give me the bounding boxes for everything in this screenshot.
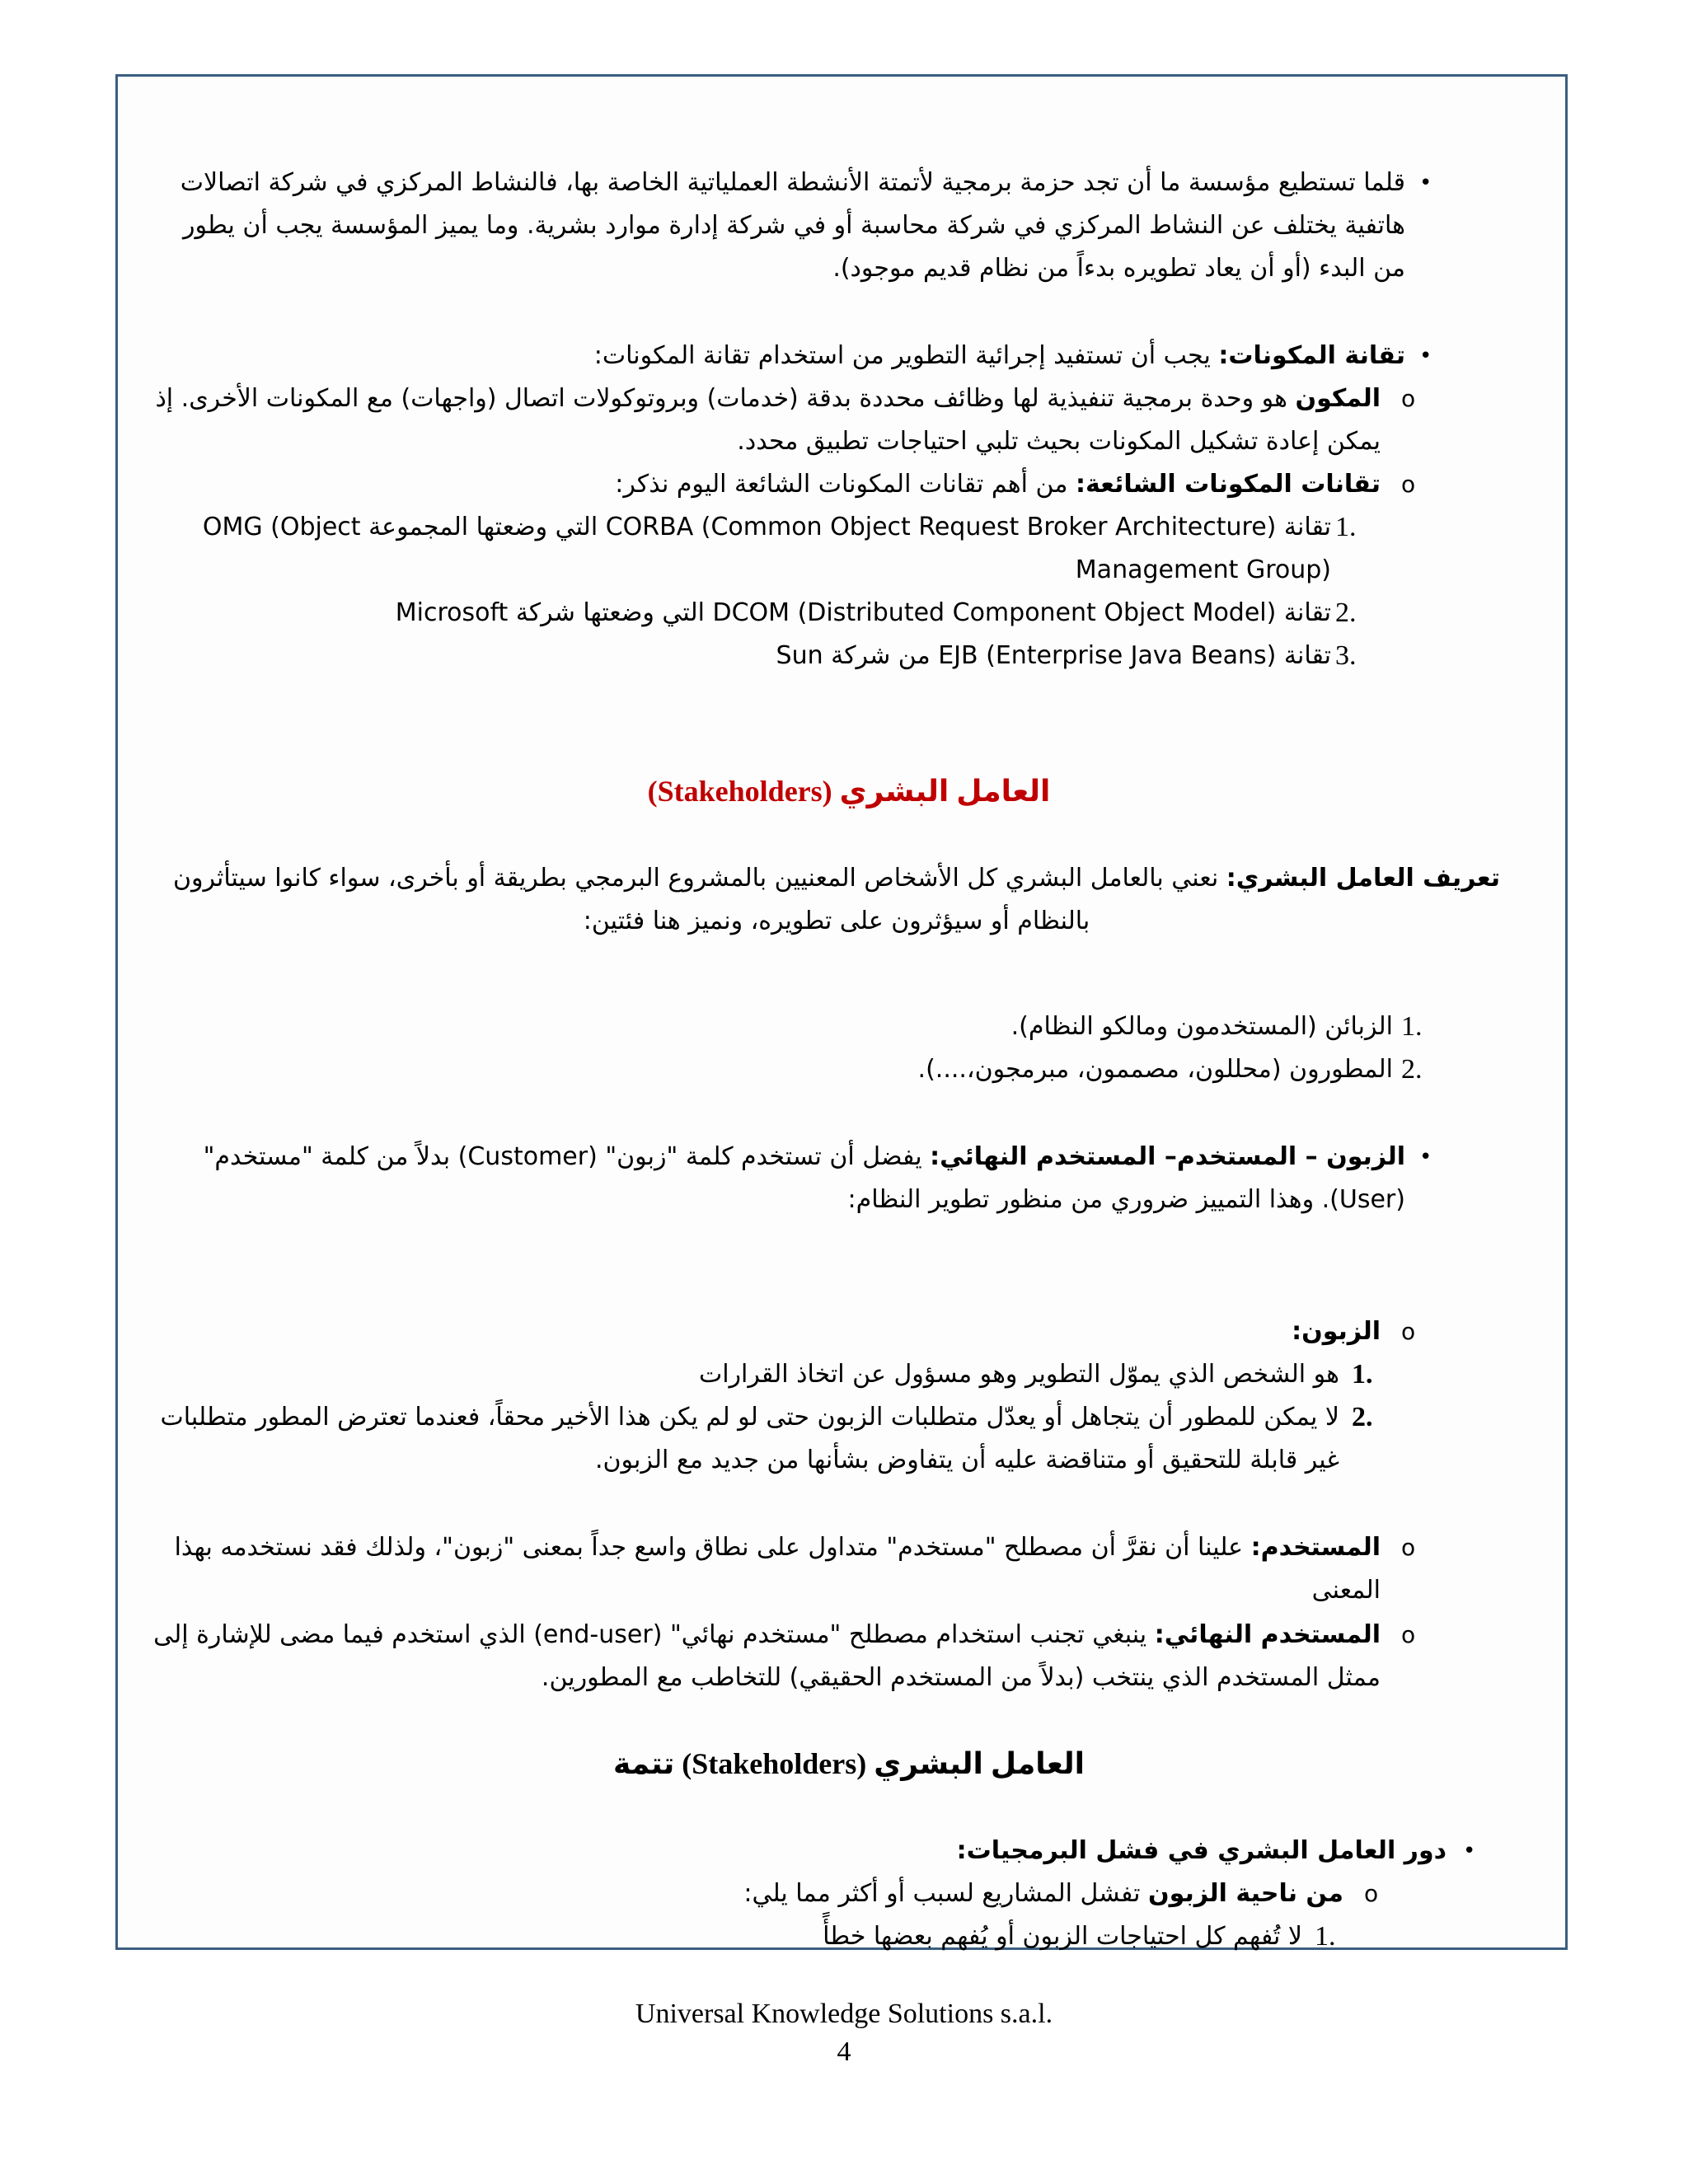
section-title-stakeholders-continued: العامل البشري (Stakeholders) تتمة [613, 1747, 1085, 1780]
intro-paragraph: قلما تستطيع مؤسسة ما أن تجد حزمة برمجية لأتمتة الأنشطة العملياتية الخاصة بها، فالنشاط المركزي في شركة اتصالات هاتفية يختلف عن النشاط المركزي في شركة محاسبة أو في شركة إدارة موارد بشرية. وما يميز المؤسسة يجب أن يطور من البدء (أو أن يعاد تطويره بدءاً من نظام قديم موجود). [180, 168, 1405, 283]
bullet-marker: • [1419, 171, 1432, 195]
failure-role-heading: دور العامل البشري في فشل البرمجيات: [956, 1836, 1447, 1865]
section-title-stakeholders: العامل البشري (Stakeholders) [647, 775, 1051, 808]
bullet-marker: • [1419, 1145, 1432, 1169]
component-label: المكون [1295, 384, 1381, 413]
circle-marker: o [1401, 1621, 1416, 1648]
customer-point-2: لا يمكن للمطور أن يتجاهل أو يعدّل متطلبات الزبون حتى لو لم يكن هذا الأخير محقاً، فعندما تعترض المطور متطلبات غير قابلة للتحقيق أو متناقضة عليه أن يتفاوض بشأنها من جديد مع الزبون. [160, 1403, 1339, 1474]
circle-marker: o [1401, 1318, 1416, 1345]
tech-item-corba: تقانة CORBA (Common Object Request Broker Architecture) التي وضعتها المجموعة OMG (Object Management Group) [202, 513, 1331, 584]
stakeholder-definition [152, 857, 1521, 943]
footer-company: Universal Knowledge Solutions s.a.l. [635, 1999, 1053, 2029]
definition-text: نعني بالعامل البشري كل الأشخاص المعنيين بالمشروع البرمجي بطريقة أو بأخرى، سواء كانوا سيتأثرون بالنظام أو سيؤثرون على تطويره، ونميز هنا فئتين: [172, 864, 1226, 935]
components-label: تقانة المكونات: [1218, 341, 1405, 370]
components-paragraph [152, 335, 1405, 377]
customer-user-paragraph [152, 1136, 1405, 1221]
component-definition [152, 377, 1381, 463]
definition-label: تعريف العامل البشري: [1226, 864, 1501, 893]
customer-side-label: من ناحية الزبون [1148, 1879, 1343, 1908]
circle-marker: o [1364, 1880, 1379, 1907]
list-number: 2. [1401, 1054, 1423, 1085]
page-number: 4 [837, 2036, 851, 2067]
list-number: 1. [1315, 1921, 1336, 1952]
user-paragraph [152, 1526, 1381, 1612]
user-label: المستخدم: [1250, 1533, 1381, 1562]
tech-item-dcom: تقانة DCOM (Distributed Component Object Model) التي وضعتها شركة Microsoft [395, 598, 1331, 627]
circle-marker: o [1401, 385, 1416, 412]
end-user-text: ينبغي تجنب استخدام مصطلح "مستخدم نهائي" (end-user) الذي استخدم فيما مضى للإشارة إلى ممثل المستخدم الذي ينتخب (بدلاً من المستخدم الحقيقي) للتخاطب مع المطورين. [153, 1620, 1381, 1692]
list-number: 2. [1352, 1402, 1373, 1432]
failure-reason-1: لا تُفهم كل احتياجات الزبون أو يُفهم بعضها خطأً [823, 1922, 1302, 1951]
category-developers: المطورون (محللون، مصممون، مبرمجون،....). [917, 1055, 1393, 1084]
customer-point-1: هو الشخص الذي يموّل التطوير وهو مسؤول عن اتخاذ القرارات [698, 1360, 1339, 1389]
list-number: 1. [1335, 512, 1357, 542]
user-text: علينا أن نقرَّ أن مصطلح "مستخدم" متداول على نطاق واسع جداً بمعنى "زبون"، ولذلك فقد نستخدمه بهذا المعنى [174, 1533, 1381, 1605]
customer-side-text: تفشل المشاريع لسبب أو أكثر مما يلي: [743, 1879, 1149, 1908]
circle-marker: o [1401, 471, 1416, 498]
bullet-marker: • [1419, 344, 1432, 368]
components-text: يجب أن تستفيد إجرائية التطوير من استخدام تقانة المكونات: [593, 341, 1219, 370]
component-text: هو وحدة برمجية تنفيذية لها وظائف محددة بدقة (خدمات) وبروتوكولات اتصال (واجهات) مع المكونات الأخرى. إذ يمكن إعادة تشكيل المكونات بحيث تلبي احتياجات تطبيق محدد. [155, 384, 1381, 456]
common-tech-text: من أهم تقانات المكونات الشائعة اليوم نذكر: [615, 470, 1076, 499]
list-number: 1. [1401, 1011, 1423, 1042]
bullet-marker: • [1463, 1839, 1476, 1863]
customer-user-label: الزبون – المستخدم– المستخدم النهائي: [930, 1142, 1405, 1171]
tech-item-ejb: تقانة EJB (Enterprise Java Beans) من شركة Sun [776, 641, 1331, 670]
common-tech-intro [152, 463, 1381, 506]
list-number: 3. [1335, 640, 1357, 671]
circle-marker: o [1401, 1534, 1416, 1561]
customer-heading: الزبون: [1292, 1317, 1381, 1346]
end-user-label: المستخدم النهائي: [1154, 1620, 1381, 1649]
common-tech-label: تقانات المكونات الشائعة: [1075, 470, 1381, 499]
category-customers: الزبائن (المستخدمون ومالكو النظام). [1010, 1012, 1393, 1041]
end-user-paragraph [152, 1614, 1381, 1699]
customer-user-text: يفضل أن تستخدم كلمة "زبون" (Customer) بدلاً من كلمة "مستخدم" (User). وهذا التمييز ضروري من منظور تطوير النظام: [203, 1142, 1405, 1214]
list-number: 1. [1352, 1359, 1373, 1390]
list-number: 2. [1335, 598, 1357, 628]
customer-side-paragraph [152, 1872, 1343, 1915]
